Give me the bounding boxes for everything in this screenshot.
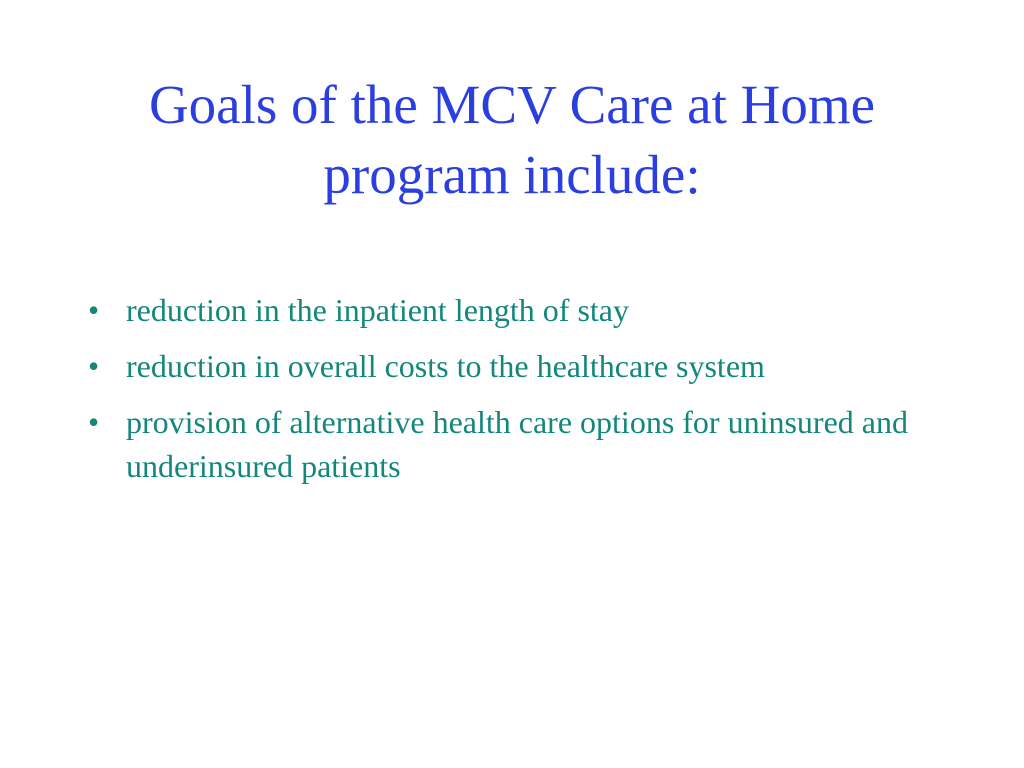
slide-title-line-1: Goals of the MCV Care at Home <box>148 74 876 135</box>
bullet-text: provision of alternative health care options for uninsured and underinsured patients <box>126 404 908 484</box>
bullet-text: reduction in overall costs to the healthcare system <box>126 348 765 384</box>
bullet-list <box>88 288 968 500</box>
bullet-dot-icon: • <box>88 404 100 440</box>
bullet-dot-icon: • <box>88 292 100 328</box>
slide-title-line-2: program include: <box>323 144 701 205</box>
bullet-item-overall-costs <box>88 344 968 388</box>
bullet-item-length-of-stay <box>88 288 968 332</box>
bullet-text: reduction in the inpatient length of stay <box>126 292 629 328</box>
slide-title <box>60 70 964 210</box>
bullet-dot-icon: • <box>88 348 100 384</box>
bullet-item-alternative-options <box>88 400 968 488</box>
